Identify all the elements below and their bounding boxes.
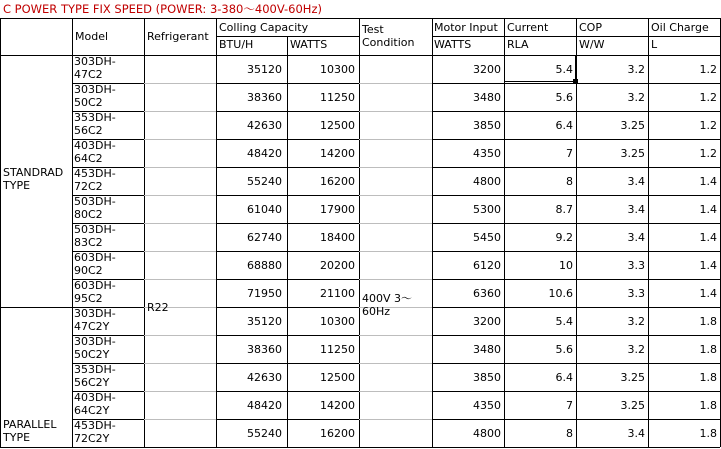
model-cell: 303DH- xyxy=(74,55,116,68)
btu-cell: 61040 xyxy=(247,203,282,216)
watts-cell: 12500 xyxy=(320,371,355,384)
refrigerant-value: R22 xyxy=(147,301,169,314)
rla-cell: 10 xyxy=(559,259,573,272)
btu-cell: 48420 xyxy=(247,147,282,160)
oil-charge-cell: 1.8 xyxy=(699,399,717,412)
model-cell: 303DH- xyxy=(74,335,116,348)
cop-cell: 3.3 xyxy=(627,259,645,272)
oil-charge-cell: 1.8 xyxy=(699,343,717,356)
oil-charge-cell: 1.4 xyxy=(699,231,717,244)
watts-cell: 12500 xyxy=(320,119,355,132)
model-cell: 453DH- xyxy=(74,419,116,432)
table-title: C POWER TYPE FIX SPEED (POWER: 3-380～400V-60Hz) xyxy=(0,0,721,19)
motor-input-cell: 4350 xyxy=(473,399,501,412)
header-oil-charge: Oil Charge xyxy=(651,21,709,34)
selected-cell-outline[interactable] xyxy=(504,55,576,82)
model-cell: 503DH- xyxy=(74,223,116,236)
header-test-condition-2: Condition xyxy=(362,36,415,49)
watts-cell: 20200 xyxy=(320,259,355,272)
watts-cell: 11250 xyxy=(320,343,355,356)
rla-cell: 5.4 xyxy=(555,315,573,328)
btu-cell: 35120 xyxy=(247,63,282,76)
watts-cell: 16200 xyxy=(320,175,355,188)
watts-cell: 14200 xyxy=(320,399,355,412)
cop-cell: 3.25 xyxy=(620,371,645,384)
model-cell-2: 90C2 xyxy=(74,264,103,277)
rla-cell: 8 xyxy=(566,175,573,188)
group-label-parallel-2: TYPE xyxy=(3,431,31,444)
cop-cell: 3.25 xyxy=(620,147,645,160)
rla-cell: 7 xyxy=(566,399,573,412)
btu-cell: 38360 xyxy=(247,343,282,356)
model-cell: 353DH- xyxy=(74,363,116,376)
motor-input-cell: 3480 xyxy=(473,343,501,356)
model-cell-2: 83C2 xyxy=(74,236,103,249)
oil-charge-cell: 1.4 xyxy=(699,203,717,216)
oil-charge-cell: 1.8 xyxy=(699,315,717,328)
motor-input-cell: 3200 xyxy=(473,315,501,328)
rla-cell: 8 xyxy=(566,427,573,440)
btu-cell: 62740 xyxy=(247,231,282,244)
header-watts: WATTS xyxy=(290,38,328,51)
cop-cell: 3.4 xyxy=(627,175,645,188)
cop-cell: 3.25 xyxy=(620,399,645,412)
rla-cell: 5.4 xyxy=(555,63,573,76)
group-label-standard: STANDRAD xyxy=(3,166,64,179)
oil-charge-cell: 1.4 xyxy=(699,287,717,300)
model-cell-2: 72C2 xyxy=(74,180,103,193)
rla-cell: 9.2 xyxy=(555,231,573,244)
header-test-condition: Test xyxy=(362,23,384,36)
oil-charge-cell: 1.2 xyxy=(699,63,717,76)
model-cell-2: 50C2 xyxy=(74,96,103,109)
group-label-standard-2: TYPE xyxy=(3,179,31,192)
model-cell: 453DH- xyxy=(74,167,116,180)
motor-input-cell: 4800 xyxy=(473,427,501,440)
header-cooling-capacity: Colling Capacity xyxy=(219,21,309,34)
model-cell: 403DH- xyxy=(74,139,116,152)
cop-cell: 3.3 xyxy=(627,287,645,300)
model-cell: 403DH- xyxy=(74,391,116,404)
btu-cell: 35120 xyxy=(247,315,282,328)
rla-cell: 5.6 xyxy=(555,343,573,356)
oil-charge-cell: 1.8 xyxy=(699,427,717,440)
oil-charge-cell: 1.2 xyxy=(699,147,717,160)
btu-cell: 42630 xyxy=(247,371,282,384)
btu-cell: 55240 xyxy=(247,427,282,440)
model-cell: 503DH- xyxy=(74,195,116,208)
rla-cell: 6.4 xyxy=(555,371,573,384)
model-cell: 303DH- xyxy=(74,83,116,96)
model-cell-2: 80C2 xyxy=(74,208,103,221)
motor-input-cell: 3200 xyxy=(473,63,501,76)
watts-cell: 21100 xyxy=(320,287,355,300)
oil-charge-cell: 1.8 xyxy=(699,371,717,384)
oil-charge-cell: 1.2 xyxy=(699,119,717,132)
model-cell: 303DH- xyxy=(74,307,116,320)
cop-cell: 3.2 xyxy=(627,315,645,328)
oil-charge-cell: 1.2 xyxy=(699,91,717,104)
watts-cell: 11250 xyxy=(320,91,355,104)
cop-cell: 3.4 xyxy=(627,427,645,440)
header-liter: L xyxy=(651,38,658,51)
header-model: Model xyxy=(75,30,109,43)
header-btuh: BTU/H xyxy=(219,38,254,51)
motor-input-cell: 3850 xyxy=(473,119,501,132)
rla-cell: 5.6 xyxy=(555,91,573,104)
header-rla: RLA xyxy=(507,38,529,51)
model-cell-2: 95C2 xyxy=(74,292,103,305)
model-cell-2: 72C2Y xyxy=(74,432,110,445)
motor-input-cell: 5300 xyxy=(473,203,501,216)
cop-cell: 3.4 xyxy=(627,231,645,244)
btu-cell: 42630 xyxy=(247,119,282,132)
model-cell: 603DH- xyxy=(74,251,116,264)
motor-input-cell: 6360 xyxy=(473,287,501,300)
oil-charge-cell: 1.4 xyxy=(699,175,717,188)
btu-cell: 38360 xyxy=(247,91,282,104)
model-cell: 603DH- xyxy=(74,279,116,292)
model-cell-2: 64C2 xyxy=(74,152,103,165)
btu-cell: 68880 xyxy=(247,259,282,272)
fill-handle[interactable] xyxy=(573,79,578,84)
model-cell-2: 47C2 xyxy=(74,68,103,81)
btu-cell: 55240 xyxy=(247,175,282,188)
motor-input-cell: 3850 xyxy=(473,371,501,384)
cop-cell: 3.4 xyxy=(627,203,645,216)
rla-cell: 7 xyxy=(566,147,573,160)
model-cell-2: 56C2 xyxy=(74,124,103,137)
watts-cell: 16200 xyxy=(320,427,355,440)
cop-cell: 3.2 xyxy=(627,91,645,104)
rla-cell: 6.4 xyxy=(555,119,573,132)
group-label-parallel: PARALLEL xyxy=(3,418,57,431)
watts-cell: 14200 xyxy=(320,147,355,160)
header-refrigerant: Refrigerant xyxy=(147,30,209,43)
rla-cell: 8.7 xyxy=(555,203,573,216)
watts-cell: 18400 xyxy=(320,231,355,244)
cop-cell: 3.25 xyxy=(620,119,645,132)
header-current: Current xyxy=(507,21,549,34)
motor-input-cell: 6120 xyxy=(473,259,501,272)
cop-cell: 3.2 xyxy=(627,63,645,76)
test-condition-value-2: 60Hz xyxy=(362,305,391,318)
btu-cell: 48420 xyxy=(247,399,282,412)
header-ww: W/W xyxy=(579,38,605,51)
header-motor-watts: WATTS xyxy=(434,38,472,51)
btu-cell: 71950 xyxy=(247,287,282,300)
motor-input-cell: 4800 xyxy=(473,175,501,188)
test-condition-value: 400V 3～ xyxy=(362,292,413,305)
header-cop: COP xyxy=(579,21,602,34)
rla-cell: 10.6 xyxy=(548,287,573,300)
cop-cell: 3.2 xyxy=(627,343,645,356)
model-cell: 353DH- xyxy=(74,111,116,124)
model-cell-2: 47C2Y xyxy=(74,320,110,333)
model-cell-2: 56C2Y xyxy=(74,376,110,389)
watts-cell: 10300 xyxy=(320,63,355,76)
oil-charge-cell: 1.4 xyxy=(699,259,717,272)
motor-input-cell: 3480 xyxy=(473,91,501,104)
model-cell-2: 64C2Y xyxy=(74,404,110,417)
motor-input-cell: 4350 xyxy=(473,147,501,160)
motor-input-cell: 5450 xyxy=(473,231,501,244)
model-cell-2: 50C2Y xyxy=(74,348,110,361)
watts-cell: 17900 xyxy=(320,203,355,216)
header-motor-input: Motor Input xyxy=(434,21,498,34)
watts-cell: 10300 xyxy=(320,315,355,328)
